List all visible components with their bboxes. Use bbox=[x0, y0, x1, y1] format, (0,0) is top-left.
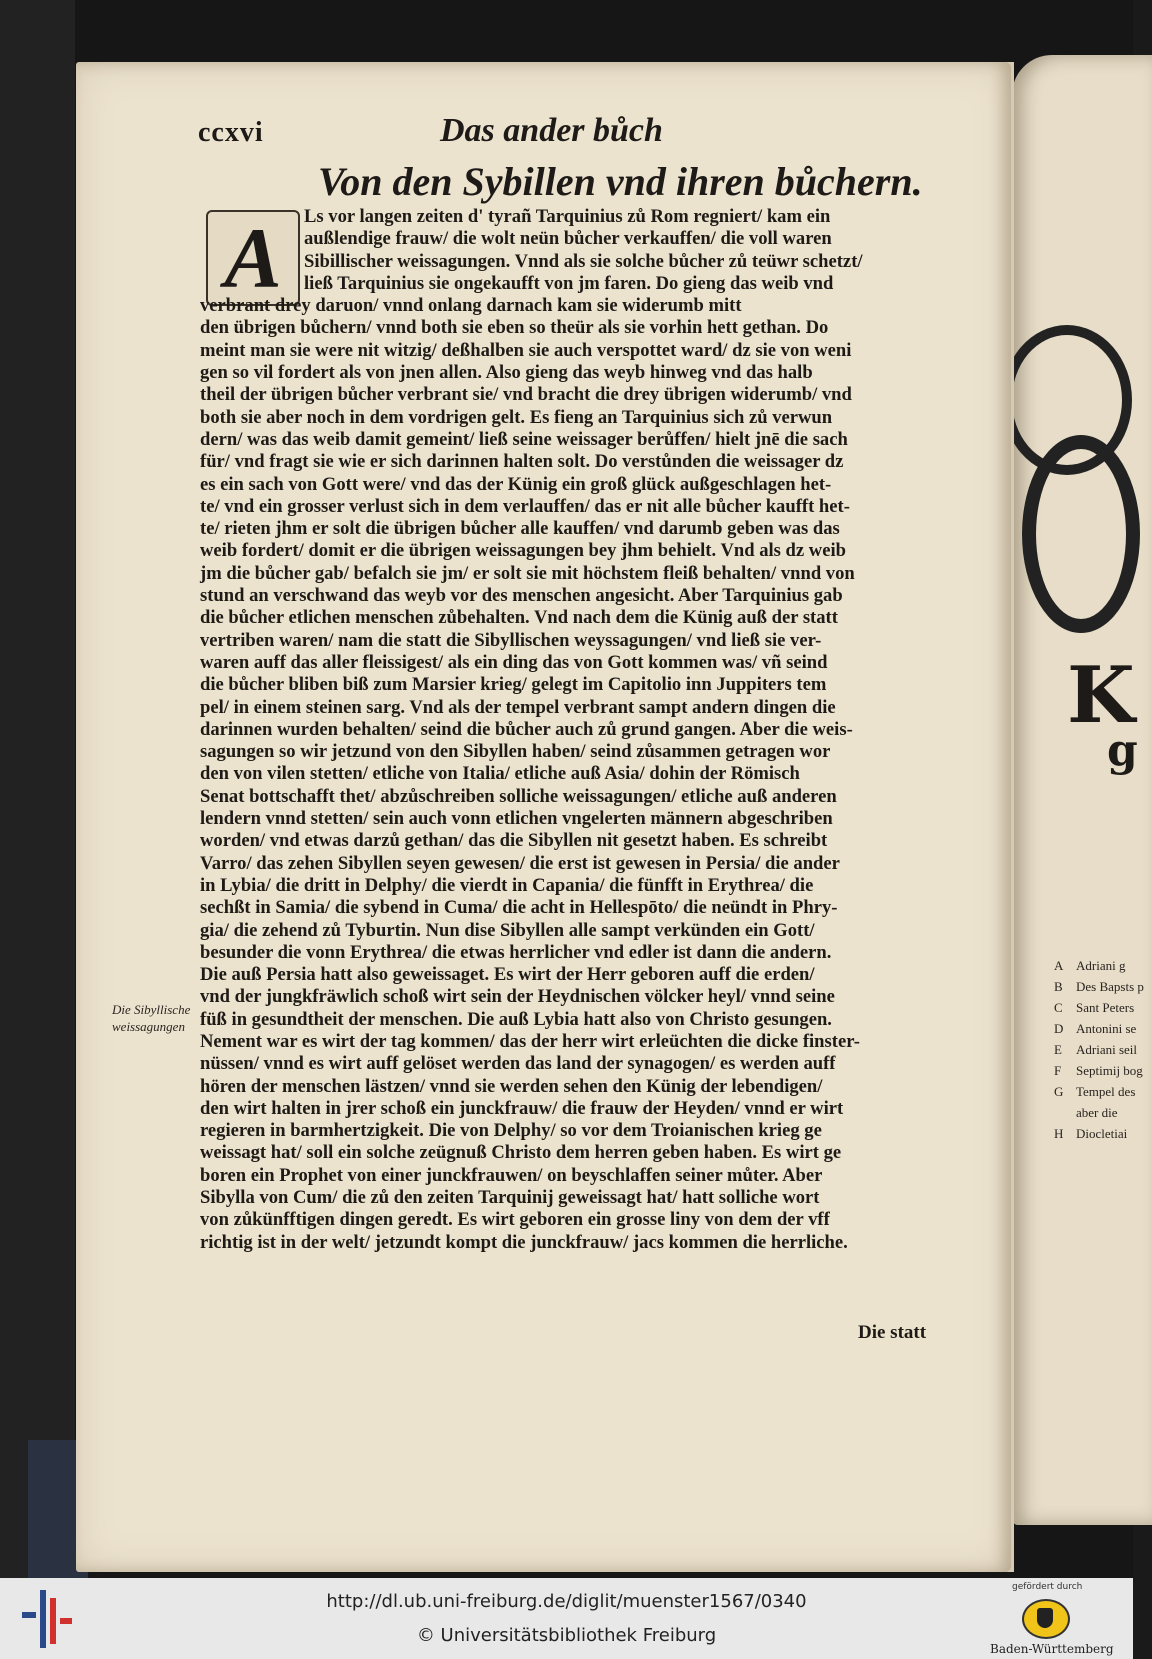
margin-note-line: weissagungen bbox=[112, 1019, 185, 1034]
text-line: es ein sach von Gott were/ vnd das der Künig ein groß glück außgeschlagen het- bbox=[200, 473, 832, 495]
copyright-notice: © Universitätsbibliothek Freiburg bbox=[416, 1625, 717, 1646]
text-line: darinnen wurden behalten/ seind die bůcher auch zů grund gangen. Aber die weis- bbox=[200, 718, 853, 740]
legend-key: G bbox=[1054, 1084, 1064, 1099]
text-line: sagungen so wir jetzund von den Sibyllen haben/ seind zůsammen getragen wor bbox=[200, 741, 831, 763]
text-line: te/ vnd ein grosser verlust sich in dem verlauffen/ das er nit alle bůcher kaufft het- bbox=[200, 495, 850, 517]
legend-key: D bbox=[1054, 1021, 1064, 1036]
legend-text: Diocletiai bbox=[1076, 1126, 1128, 1141]
legend-text: Septimij bog bbox=[1076, 1063, 1143, 1078]
legend-text: Adriani g bbox=[1076, 958, 1126, 973]
permalink-url[interactable]: http://dl.ub.uni-freiburg.de/diglit/muenster1567/0340 bbox=[326, 1591, 807, 1612]
book-cover-edge bbox=[0, 0, 75, 1578]
legend-text: Sant Peters bbox=[1076, 1000, 1135, 1015]
legend-key: E bbox=[1054, 1042, 1062, 1057]
legend-row bbox=[1054, 976, 1144, 997]
legend-text: Tempel des bbox=[1076, 1084, 1136, 1099]
legend-key: H bbox=[1054, 1126, 1064, 1141]
legend-row bbox=[1054, 1123, 1144, 1144]
text-line: richtig ist in der welt/ jetzundt kompt die junckfrauw/ jacs kommen die herrliche. bbox=[200, 1231, 848, 1253]
margin-note bbox=[112, 1001, 190, 1035]
text-line: in Lybia/ die dritt in Delphy/ die vierdt in Capania/ die fünfft in Erythrea/ die bbox=[200, 874, 814, 896]
text-line: stund an verschwand das weyb vor des menschen angesicht. Aber Tarquinius gab bbox=[200, 585, 843, 607]
text-line: besunder die vonn Erythrea/ die etwas herrlicher vnd edler ist dann die andern. bbox=[200, 941, 832, 963]
legend-key: F bbox=[1054, 1063, 1062, 1078]
legend-key: A bbox=[1054, 958, 1064, 973]
text-line: den von vilen stetten/ etliche von Italia/ etliche auß Asia/ dohin der Römisch bbox=[200, 763, 800, 785]
folio-number: ccxvi bbox=[198, 117, 264, 148]
text-line: Sibillischer weissagungen. Vnnd als sie solche bůcher zů teüwr schetzt/ bbox=[304, 250, 863, 272]
text-line: worden/ vnd etwas darzů gethan/ das die Sibyllen nit gesetzt haben. Es schreibt bbox=[200, 830, 828, 852]
text-line: außlendige frauw/ die wolt neün bůcher verkauffen/ die voll waren bbox=[304, 228, 832, 250]
running-head: Das ander bůch bbox=[440, 112, 663, 149]
text-line: verbrant drey daruon/ vnnd onlang darnach kam sie widerumb mitt bbox=[200, 295, 742, 317]
text-line: lendern vnnd stetten/ sein auch vonn etlichen vngelerten männern abgeschriben bbox=[200, 808, 833, 830]
legend-row bbox=[1054, 1060, 1144, 1081]
text-line: die bůcher etlichen menschen zůbehalten. Vnd nach dem die Künig auß der statt bbox=[200, 607, 838, 629]
text-line: vertriben waren/ nam die statt die Sibyllischen weyssagungen/ vnd ließ sie ver- bbox=[200, 629, 822, 651]
text-line: waren auff das aller fleissigest/ als ein ding das von Gott kommen was/ vñ seind bbox=[200, 651, 828, 673]
sponsor-name: Baden-Württemberg bbox=[990, 1642, 1114, 1656]
chapter-title: Von den Sybillen vnd ihren bůchern. bbox=[318, 159, 923, 204]
text-line: weissagt hat/ soll ein solche zeügnuß Christo dem herren geben haben. Es wirt ge bbox=[200, 1142, 842, 1164]
text-line: von zůkünfftigen dingen geredt. Es wirt geboren ein grosse liny von dem der vff bbox=[200, 1209, 830, 1231]
text-line: te/ rieten jhm er solt die übrigen bůcher alle kauffen/ vnd darumb geben was das bbox=[200, 518, 840, 540]
text-line: regieren in barmhertzigkeit. Die von Delphy/ so vor dem Troianischen krieg ge bbox=[200, 1120, 822, 1142]
legend-row bbox=[1054, 955, 1144, 976]
text-line: Senat bottschafft thet/ abzůschreiben solliche weissagungen/ etliche auß anderen bbox=[200, 785, 837, 807]
text-line: theil der übrigen bůcher verbrant sie/ vnd bracht die drey übrigen widerumb/ vnd bbox=[200, 384, 852, 406]
legend-text: Adriani seil bbox=[1076, 1042, 1138, 1057]
text-line: gia/ die zehend zů Tyburtin. Nun dise Sibyllen alle sampt verkünden ein Gott/ bbox=[200, 919, 815, 941]
text-line: pel/ in einem steinen sarg. Vnd als der tempel verbrant sampt andern dingen die bbox=[200, 696, 836, 718]
text-line: gen so vil fordert als von jnen allen. Also gieng das weyb hinweg vnd das halb bbox=[200, 362, 813, 384]
text-line: die bůcher bliben biß zum Marsier krieg/ gelegt im Capitolio inn Juppiters tem bbox=[200, 674, 827, 696]
text-line: ließ Tarquinius sie ongekaufft von jm faren. Do gieng das weib vnd bbox=[304, 272, 834, 294]
text-line: Nement war es wirt der tag kommen/ das der herr wirt erleüchten die dicke finster- bbox=[200, 1030, 860, 1052]
text-line: jm die bůcher gab/ befalch sie jm/ er solt sie mit höchstem fleiß behalten/ vnnd von bbox=[200, 562, 855, 584]
legend-text: Des Bapsts p bbox=[1076, 979, 1144, 994]
text-line: Sibylla von Cum/ die zů den zeiten Tarquinij geweissagt hat/ hatt solliche wort bbox=[200, 1187, 820, 1209]
text-line: weib fordert/ domit er die übrigen weissagungen bey jhm behielt. Vnd als dz weib bbox=[200, 540, 846, 562]
facing-heading-fragment-2: g bbox=[1107, 725, 1138, 776]
text-line: meint man sie were nit witzig/ deßhalben sie auch verspottet ward/ dz sie von weni bbox=[200, 339, 852, 361]
legend-key: C bbox=[1054, 1000, 1063, 1015]
legend-row bbox=[1054, 1039, 1144, 1060]
ornament-flourish bbox=[1022, 435, 1140, 633]
text-line: Die auß Persia hatt also geweissaget. Es wirt der Herr geboren auff die erden/ bbox=[200, 964, 815, 986]
legend-text: Antonini se bbox=[1076, 1021, 1137, 1036]
facing-heading-fragment: K bbox=[1067, 650, 1135, 741]
text-line: für/ vnd fragt sie wie er sich darinnen halten solt. Do verstůnden die weissager dz bbox=[200, 451, 844, 473]
text-line: dern/ was das weib damit gemeint/ ließ seine weissager berůffen/ hielt jnē die sach bbox=[200, 428, 848, 450]
margin-note-line: Die Sibyllische bbox=[112, 1002, 191, 1017]
text-line: füß in gesundtheit der menschen. Die auß Lybia hatt also von Christo gesungen. bbox=[200, 1008, 832, 1030]
text-line: sechßt in Samia/ die sybend in Cuma/ die acht in Hellespōto/ die neündt in Phry- bbox=[200, 897, 838, 919]
sponsor-label: gefördert durch bbox=[1012, 1582, 1083, 1592]
text-line: both sie aber noch in dem vordrigen gelt. Es fieng an Tarquinius sich zů verwun bbox=[200, 406, 833, 428]
text-line: den übrigen bůchern/ vnnd both sie eben so theür als sie vorhin hett gethan. Do bbox=[200, 317, 829, 339]
body-text bbox=[200, 206, 945, 1254]
facing-legend bbox=[1054, 955, 1144, 1144]
facing-page bbox=[1012, 55, 1152, 1525]
catchword: Die statt bbox=[858, 1322, 927, 1343]
text-line: boren ein Prophet von einer junckfrauwen/ on beyschlaffen seiner můter. Aber bbox=[200, 1164, 823, 1186]
decorated-initial: A bbox=[206, 210, 300, 306]
text-line: Varro/ das zehen Sibyllen seyen gewesen/ die erst ist gewesen in Persia/ die ander bbox=[200, 852, 840, 874]
text-line: Ls vor langen zeiten d' tyrañ Tarquinius zů Rom regniert/ kam ein bbox=[304, 206, 831, 227]
text-line: hören der menschen lästzen/ vnnd sie werden sehen den Künig der lebendigen/ bbox=[200, 1075, 823, 1097]
text-line: den wirt halten in jrer schoß ein junckfrauw/ die frauw der Heyden/ vnnd er wirt bbox=[200, 1097, 844, 1119]
legend-row bbox=[1054, 1081, 1144, 1102]
text-line: vnd der jungkfräwlich schoß wirt sein der Heydnischen völcker heyl/ vnnd seine bbox=[200, 986, 835, 1008]
legend-row bbox=[1054, 1102, 1144, 1123]
text-line: nüssen/ vnnd es wirt auff gelöset werden das land der synagogen/ es werden auff bbox=[200, 1053, 836, 1075]
legend-row bbox=[1054, 1018, 1144, 1039]
coat-of-arms-icon bbox=[1022, 1599, 1070, 1639]
legend-key: B bbox=[1054, 979, 1063, 994]
legend-text: aber die bbox=[1076, 1105, 1118, 1120]
legend-row bbox=[1054, 997, 1144, 1018]
